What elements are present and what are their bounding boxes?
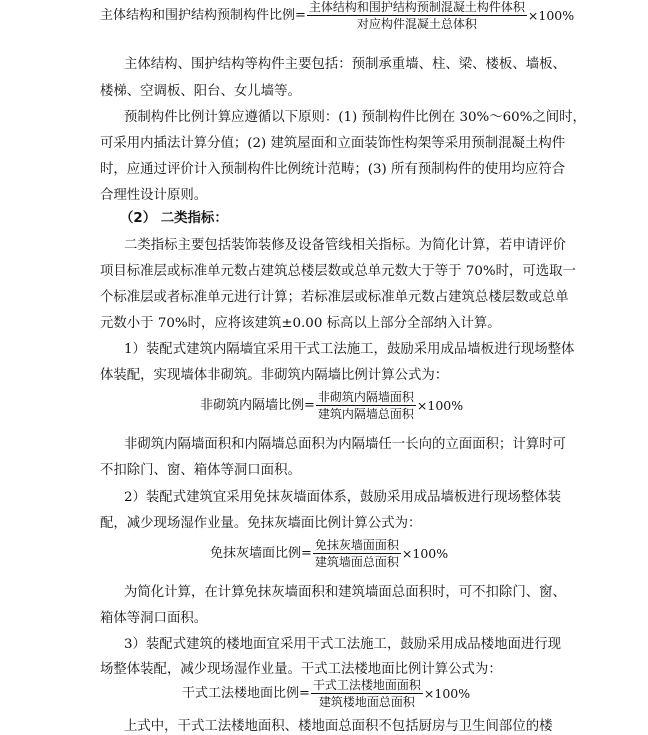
paragraph-line: 箱体等洞口面积。 — [100, 611, 208, 626]
paragraph-line: 为简化计算，在计算免抹灰墙面积和建筑墙面总面积时，可不扣除门、窗、 — [124, 585, 566, 600]
paragraph-line: 非砌筑内隔墙面积和内隔墙总面积为内隔墙任一长向的立面面积；计算时可 — [124, 437, 566, 452]
formula-multiplier: ×100% — [423, 685, 471, 701]
formula-numerator: 主体结构和围护结构预制混凝土构件体积 — [308, 0, 525, 14]
paragraph-line: 场整体装配，减少现场湿作业量。干式工法楼地面比例计算公式为： — [100, 662, 502, 677]
paragraph-line: 2）装配式建筑宜采用免抹灰墙面体系，鼓励采用成品墙板进行现场整体装 — [124, 490, 562, 505]
formula-denominator: 对应构件混凝土总体积 — [356, 17, 477, 31]
paragraph-line: 体装配，实现墙体非砌筑。非砌筑内隔墙比例计算公式为： — [100, 368, 449, 383]
section-heading: （2） 二类指标： — [120, 211, 228, 226]
formula-precast-ratio — [100, 0, 574, 31]
formula-lhs: 主体结构和围护结构预制构件比例= — [100, 7, 306, 23]
paragraph-line: 主体结构、围护结构等构件主要包括：预制承重墙、柱、梁、楼板、墙板、 — [124, 57, 566, 72]
paragraph-line: 上式中，干式工法楼地面积、楼地面总面积不包括厨房与卫生间部位的楼 — [124, 719, 553, 734]
paragraph-line: 1）装配式建筑内隔墙宜采用干式工法施工，鼓励采用成品墙板进行现场整体 — [124, 342, 575, 357]
paragraph-line: 预制构件比例计算应遵循以下原则：(1) 预制构件比例在 30%～60%之间时， — [124, 110, 586, 125]
formula-fraction — [307, 0, 527, 31]
formula-plaster-ratio — [210, 538, 448, 569]
paragraph-line: 项目标准层或标准单元数占建筑总楼层数或总单元数大于等于 70%时，可选取一 — [100, 264, 576, 279]
formula-numerator: 非砌筑内隔墙面积 — [317, 390, 414, 404]
paragraph-line: 个标准层或者标准单元进行计算；若标准层或标准单元数占建筑总楼层数或总单 — [100, 290, 569, 305]
paragraph-line: 合理性设计原则。 — [100, 188, 208, 203]
paragraph-line: 元数小于 70%时，应将该建筑±0.00 标高以上部分全部纳入计算。 — [100, 316, 501, 331]
formula-multiplier: ×100% — [416, 397, 464, 413]
paragraph-line: 楼梯、空调板、阳台、女儿墙等。 — [100, 84, 301, 99]
formula-lhs: 免抹灰墙面比例= — [210, 545, 312, 561]
formula-denominator: 建筑楼地面总面积 — [318, 695, 415, 709]
formula-denominator: 建筑墙面总面积 — [314, 555, 399, 569]
paragraph-line: 配，减少现场湿作业量。免抹灰墙面比例计算公式为： — [100, 516, 422, 531]
paragraph-line: 不扣除门、窗、箱体等洞口面积。 — [100, 463, 301, 478]
formula-multiplier: ×100% — [401, 545, 449, 561]
formula-multiplier: ×100% — [527, 7, 575, 23]
paragraph-line: 二类指标主要包括装饰装修及设备管线相关指标。为简化计算，若申请评价 — [124, 238, 566, 253]
formula-floor-ratio — [182, 678, 470, 709]
formula-numerator: 干式工法楼地面面积 — [312, 678, 421, 692]
formula-fraction — [313, 538, 401, 569]
formula-fraction — [316, 390, 416, 421]
paragraph-line: 时，应通过评价计入预制构件比例统计范畴；(3) 所有预制构件的使用均应符合 — [100, 162, 566, 177]
formula-numerator: 免抹灰墙面面积 — [314, 538, 399, 552]
formula-lhs: 非砌筑内隔墙比例= — [200, 397, 315, 413]
formula-lhs: 干式工法楼地面比例= — [182, 685, 310, 701]
formula-partition-ratio — [200, 390, 463, 421]
paragraph-line: 3）装配式建筑的楼地面宜采用干式工法施工，鼓励采用成品楼地面进行现 — [124, 637, 562, 652]
paragraph-line: 可采用内插法计算分值；(2) 建筑屋面和立面装饰性构架等采用预制混凝土构件 — [100, 136, 566, 151]
formula-denominator: 建筑内隔墙总面积 — [317, 407, 414, 421]
formula-fraction — [311, 678, 423, 709]
